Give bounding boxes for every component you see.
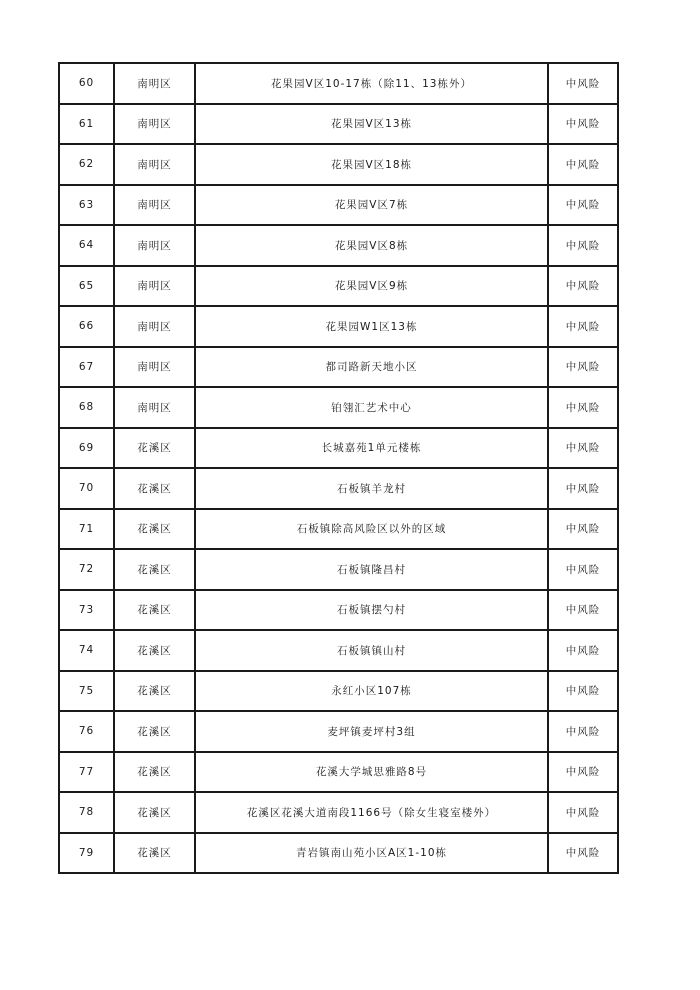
table-row — [59, 387, 618, 428]
district-cell: 花溪区 — [114, 509, 195, 550]
district-cell: 花溪区 — [114, 468, 195, 509]
risk-level-cell: 中风险 — [548, 833, 618, 874]
table-row — [59, 630, 618, 671]
table-row — [59, 792, 618, 833]
risk-level-cell: 中风险 — [548, 549, 618, 590]
area-cell: 花溪大学城思雅路8号 — [195, 752, 548, 793]
area-cell: 花果园V区13栋 — [195, 104, 548, 145]
risk-level-cell: 中风险 — [548, 468, 618, 509]
table-row — [59, 590, 618, 631]
table-row — [59, 428, 618, 469]
table-row — [59, 104, 618, 145]
area-cell: 麦坪镇麦坪村3组 — [195, 711, 548, 752]
table-row — [59, 185, 618, 226]
area-cell: 青岩镇南山苑小区A区1-10栋 — [195, 833, 548, 874]
risk-level-cell: 中风险 — [548, 792, 618, 833]
row-number-cell: 74 — [59, 630, 114, 671]
area-cell: 花溪区花溪大道南段1166号（除女生寝室楼外） — [195, 792, 548, 833]
table-row — [59, 63, 618, 104]
risk-level-cell: 中风险 — [548, 752, 618, 793]
district-cell: 南明区 — [114, 225, 195, 266]
area-cell: 石板镇羊龙村 — [195, 468, 548, 509]
district-cell: 花溪区 — [114, 549, 195, 590]
area-cell: 花果园V区7栋 — [195, 185, 548, 226]
table-row — [59, 671, 618, 712]
district-cell: 南明区 — [114, 185, 195, 226]
risk-level-cell: 中风险 — [548, 387, 618, 428]
district-cell: 南明区 — [114, 104, 195, 145]
row-number-cell: 71 — [59, 509, 114, 550]
row-number-cell: 73 — [59, 590, 114, 631]
table-row — [59, 144, 618, 185]
table-row — [59, 833, 618, 874]
table-row — [59, 549, 618, 590]
area-cell: 石板镇镇山村 — [195, 630, 548, 671]
row-number-cell: 68 — [59, 387, 114, 428]
district-cell: 花溪区 — [114, 590, 195, 631]
district-cell: 南明区 — [114, 387, 195, 428]
risk-level-cell: 中风险 — [548, 104, 618, 145]
risk-level-cell: 中风险 — [548, 266, 618, 307]
district-cell: 花溪区 — [114, 630, 195, 671]
district-cell: 花溪区 — [114, 711, 195, 752]
risk-area-table — [58, 62, 619, 874]
row-number-cell: 72 — [59, 549, 114, 590]
table-body — [59, 63, 618, 873]
district-cell: 南明区 — [114, 306, 195, 347]
risk-level-cell: 中风险 — [548, 428, 618, 469]
risk-level-cell: 中风险 — [548, 225, 618, 266]
row-number-cell: 66 — [59, 306, 114, 347]
row-number-cell: 70 — [59, 468, 114, 509]
row-number-cell: 76 — [59, 711, 114, 752]
area-cell: 都司路新天地小区 — [195, 347, 548, 388]
district-cell: 南明区 — [114, 347, 195, 388]
row-number-cell: 79 — [59, 833, 114, 874]
district-cell: 花溪区 — [114, 752, 195, 793]
row-number-cell: 75 — [59, 671, 114, 712]
area-cell: 石板镇除高风险区以外的区域 — [195, 509, 548, 550]
table-row — [59, 711, 618, 752]
table-row — [59, 225, 618, 266]
risk-level-cell: 中风险 — [548, 671, 618, 712]
area-cell: 长城嘉苑1单元楼栋 — [195, 428, 548, 469]
table-row — [59, 752, 618, 793]
row-number-cell: 64 — [59, 225, 114, 266]
area-cell: 花果园V区10-17栋（除11、13栋外） — [195, 63, 548, 104]
row-number-cell: 60 — [59, 63, 114, 104]
area-cell: 花果园W1区13栋 — [195, 306, 548, 347]
row-number-cell: 65 — [59, 266, 114, 307]
row-number-cell: 77 — [59, 752, 114, 793]
table-row — [59, 468, 618, 509]
area-cell: 花果园V区18栋 — [195, 144, 548, 185]
risk-level-cell: 中风险 — [548, 711, 618, 752]
area-cell: 花果园V区9栋 — [195, 266, 548, 307]
district-cell: 南明区 — [114, 266, 195, 307]
risk-level-cell: 中风险 — [548, 630, 618, 671]
row-number-cell: 63 — [59, 185, 114, 226]
row-number-cell: 69 — [59, 428, 114, 469]
risk-level-cell: 中风险 — [548, 306, 618, 347]
district-cell: 花溪区 — [114, 792, 195, 833]
area-cell: 永红小区107栋 — [195, 671, 548, 712]
row-number-cell: 62 — [59, 144, 114, 185]
table-row — [59, 306, 618, 347]
area-cell: 石板镇隆昌村 — [195, 549, 548, 590]
risk-level-cell: 中风险 — [548, 347, 618, 388]
area-cell: 花果园V区8栋 — [195, 225, 548, 266]
table-row — [59, 266, 618, 307]
area-cell: 石板镇摆勺村 — [195, 590, 548, 631]
district-cell: 花溪区 — [114, 428, 195, 469]
risk-level-cell: 中风险 — [548, 144, 618, 185]
table-row — [59, 347, 618, 388]
district-cell: 南明区 — [114, 63, 195, 104]
district-cell: 花溪区 — [114, 671, 195, 712]
row-number-cell: 78 — [59, 792, 114, 833]
area-cell: 铂翎汇艺术中心 — [195, 387, 548, 428]
district-cell: 南明区 — [114, 144, 195, 185]
district-cell: 花溪区 — [114, 833, 195, 874]
table-row — [59, 509, 618, 550]
risk-level-cell: 中风险 — [548, 590, 618, 631]
risk-level-cell: 中风险 — [548, 185, 618, 226]
row-number-cell: 67 — [59, 347, 114, 388]
row-number-cell: 61 — [59, 104, 114, 145]
risk-level-cell: 中风险 — [548, 63, 618, 104]
risk-level-cell: 中风险 — [548, 509, 618, 550]
